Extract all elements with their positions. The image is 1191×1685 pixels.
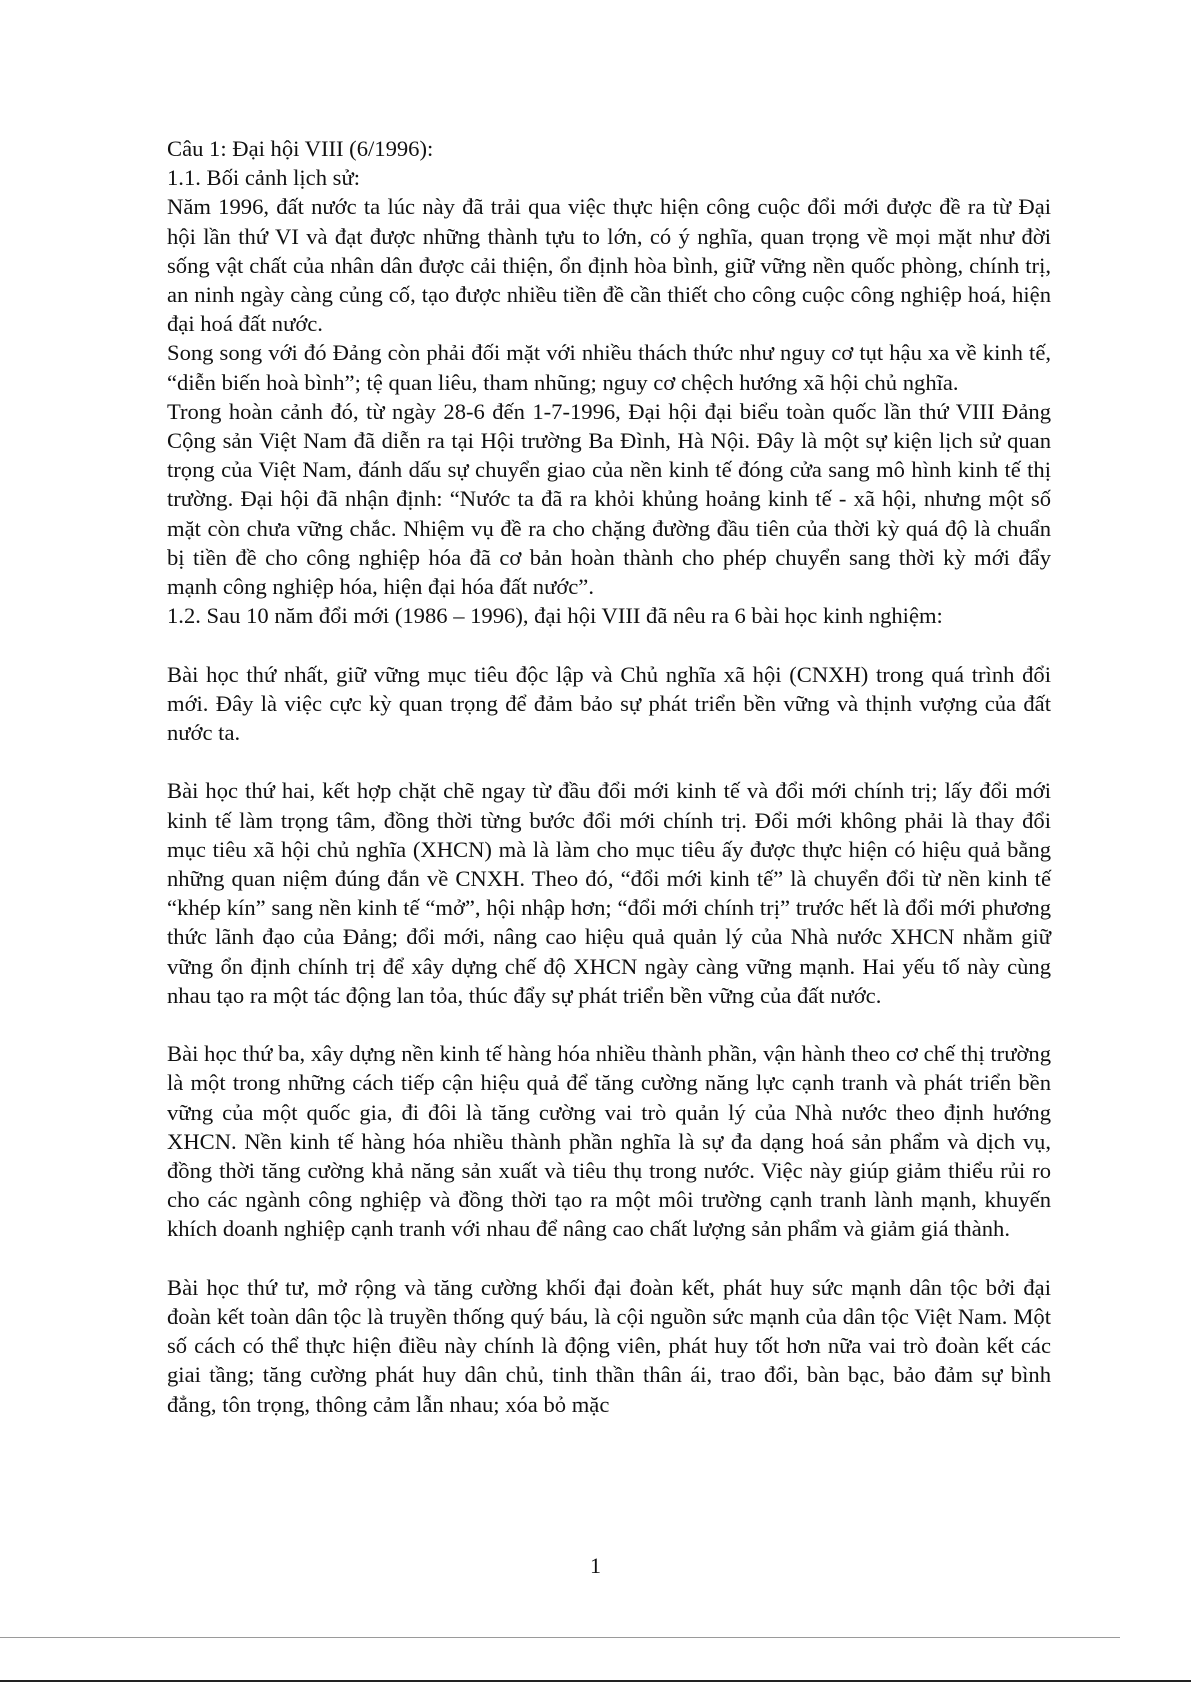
- paragraph-spacer: [167, 630, 1051, 659]
- paragraph-spacer: [167, 1244, 1051, 1273]
- lesson-paragraph-1: Bài học thứ nhất, giữ vững mục tiêu độc lập và Chủ nghĩa xã hội (CNXH) trong quá trình đổi mới. Đây là việc cực kỳ quan trọng để đảm bảo sự phát triển bền vững và thịnh vượng của đất nước ta.: [167, 661, 1051, 746]
- context-paragraph-2: Song song với đó Đảng còn phải đối mặt với nhiều thách thức như nguy cơ tụt hậu xa về kinh tế, “diễn biến hoà bình”; tệ quan liêu, tham nhũng; nguy cơ chệch hướng xã hội chủ nghĩa.: [167, 340, 1051, 395]
- lesson-paragraph-4: Bài học thứ tư, mở rộng và tăng cường khối đại đoàn kết, phát huy sức mạnh dân tộc bởi đại đoàn kết toàn dân tộc là truyền thống quý báu, là cội nguồn sức mạnh của dân tộc Việt Nam. Một số cách có thể thực hiện điều này chính là động viên, phát huy tốt hơn nữa vai trò đoàn kết các giai tầng; tăng cường phát huy dân chủ, tinh thần thân ái, trao đổi, bàn bạc, bảo đảm sự bình đẳng, tôn trọng, thông cảm lẫn nhau; xóa bỏ mặc: [167, 1274, 1051, 1417]
- page-number: 1: [590, 1553, 601, 1578]
- context-paragraph-1: Năm 1996, đất nước ta lúc này đã trải qua việc thực hiện công cuộc đổi mới được đề ra từ Đại hội lần thứ VI và đạt được những thành tựu to lớn, có ý nghĩa, quan trọng về mọi mặt như đời sống vật chất của nhân dân được cải thiện, ổn định hòa bình, giữ vững nền quốc phòng, chính trị, an ninh ngày càng củng cố, tạo được nhiều tiền đề cần thiết cho công cuộc công nghiệp hoá, hiện đại hoá đất nước.: [167, 194, 1051, 337]
- question-heading: Câu 1: Đại hội VIII (6/1996):: [167, 136, 434, 161]
- document-body: [167, 134, 1051, 1419]
- lesson-paragraph-2: Bài học thứ hai, kết hợp chặt chẽ ngay từ đầu đổi mới kinh tế và đổi mới chính trị; lấy đổi mới kinh tế làm trọng tâm, đồng thời từng bước đổi mới chính trị. Đổi mới không phải là thay đổi mục tiêu xã hội chủ nghĩa (XHCN) mà là làm cho mục tiêu ấy được thực hiện có hiệu quả bằng những quan niệm đúng đắn về CNXH. Theo đó, “đổi mới kinh tế” là chuyển đổi từ nền kinh tế “khép kín” sang nền kinh tế “mở”, hội nhập hơn; “đổi mới chính trị” trước hết là đổi mới phương thức lãnh đạo của Đảng; đổi mới, nâng cao hiệu quả quản lý của Nhà nước XHCN nhằm giữ vững ổn định chính trị để xây dựng chế độ XHCN ngày càng vững mạnh. Hai yếu tố này cùng nhau tạo ra một tác động lan tỏa, thúc đẩy sự phát triển bền vững của đất nước.: [167, 778, 1051, 1008]
- paragraph-spacer: [167, 1010, 1051, 1039]
- context-paragraph-3: Trong hoàn cảnh đó, từ ngày 28-6 đến 1-7-1996, Đại hội đại biểu toàn quốc lần thứ VIII Đảng Cộng sản Việt Nam đã diễn ra tại Hội trường Ba Đình, Hà Nội. Đây là một sự kiện lịch sử quan trọng của Việt Nam, đánh dấu sự chuyển giao của nền kinh tế đóng cửa sang mô hình kinh tế thị trường. Đại hội đã nhận định: “Nước ta đã ra khỏi khủng hoảng kinh tế - xã hội, nhưng một số mặt còn chưa vững chắc. Nhiệm vụ đề ra cho chặng đường đầu tiên của thời kỳ quá độ là chuẩn bị tiền đề cho công nghiệp hóa đã cơ bản hoàn thành cho phép chuyển sang thời kỳ mới đẩy mạnh công nghiệp hóa, hiện đại hóa đất nước”.: [167, 398, 1051, 600]
- paragraph-spacer: [167, 747, 1051, 776]
- lesson-paragraph-3: Bài học thứ ba, xây dựng nền kinh tế hàng hóa nhiều thành phần, vận hành theo cơ chế thị trường là một trong những cách tiếp cận hiệu quả để tăng cường năng lực cạnh tranh và phát triển bền vững của một quốc gia, đi đôi là tăng cường vai trò quản lý của Nhà nước theo định hướng XHCN. Nền kinh tế hàng hóa nhiều thành phần nghĩa là sự đa dạng hoá sản phẩm và dịch vụ, đồng thời tăng cường khả năng sản xuất và tiêu thụ trong nước. Việc này giúp giảm thiểu rủi ro cho các ngành công nghiệp và đồng thời tạo ra một môi trường cạnh tranh lành mạnh, khuyến khích doanh nghiệp cạnh tranh với nhau để nâng cao chất lượng sản phẩm và giảm giá thành.: [167, 1041, 1051, 1242]
- bottom-edge-line: [0, 1680, 1191, 1682]
- section-1-1-title: 1.1. Bối cảnh lịch sử:: [167, 165, 360, 191]
- section-1-2-title: 1.2. Sau 10 năm đổi mới (1986 – 1996), đại hội VIII đã nêu ra 6 bài học kinh nghiệm:: [167, 603, 943, 629]
- footer-divider: [0, 1637, 1120, 1638]
